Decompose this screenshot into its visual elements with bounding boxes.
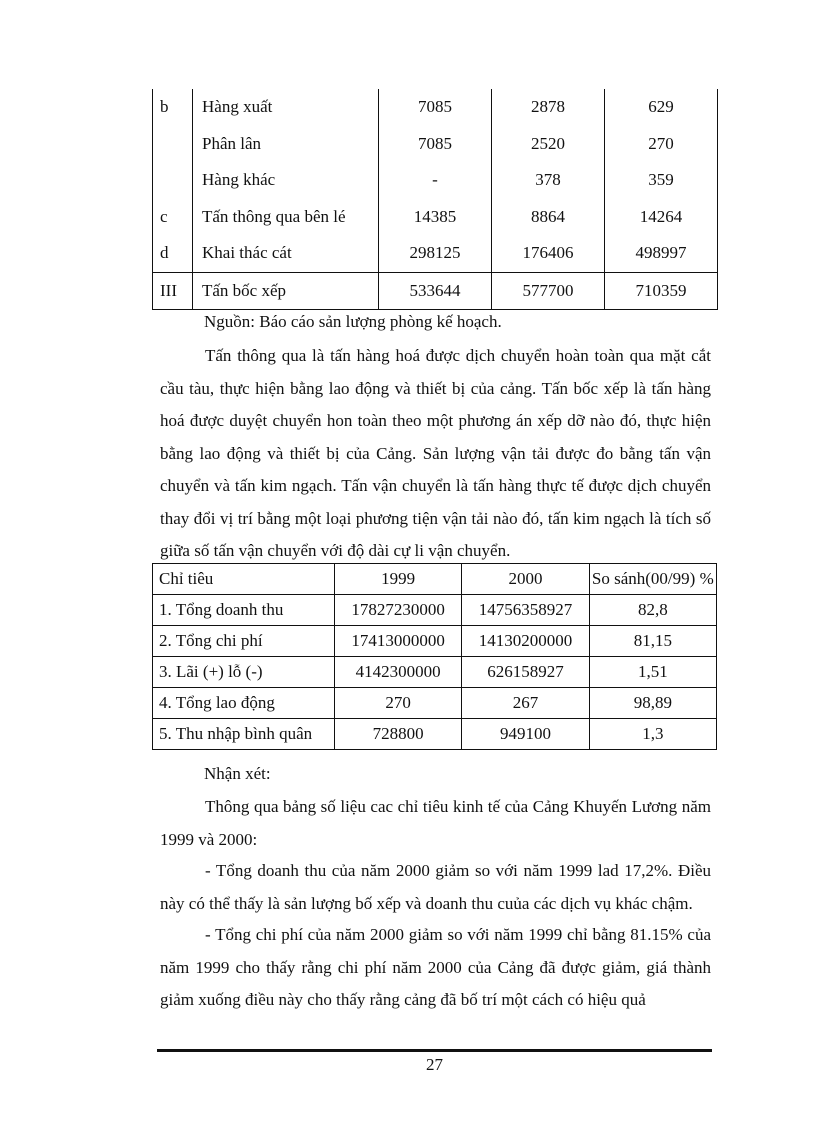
footer-rule [157, 1049, 712, 1052]
table-row [153, 126, 718, 163]
indicator-label: 1. Tổng doanh thu [153, 595, 335, 626]
indicator-label: 3. Lãi (+) lỗ (-) [153, 657, 335, 688]
table-row [153, 719, 717, 750]
table-row [153, 626, 717, 657]
value-1999: 4142300000 [335, 657, 462, 688]
value-cell: 7085 [379, 126, 492, 163]
value-cell: - [379, 162, 492, 199]
cargo-volume-table [152, 89, 718, 310]
table-row [153, 235, 718, 272]
paragraph-intro: Thông qua bảng số liệu cac chỉ tiêu kinh tế của Cảng Khuyến Lương năm 1999 và 2000: [160, 797, 711, 849]
value-cell: 270 [605, 126, 718, 163]
value-cell: 533644 [379, 272, 492, 310]
value-cell: 359 [605, 162, 718, 199]
value-cell: 2878 [492, 89, 605, 126]
value-cell: 14264 [605, 199, 718, 236]
paragraph-cost: - Tổng chi phí của năm 2000 giảm so với năm 1999 chỉ bằng 81.15% của năm 1999 cho thấy rằng chi phí năm 2000 của Cảng đã được giảm, giá thành giảm xuống điều này cho thấy rằng cảng đã bố trí một cách có hiệu quả [160, 925, 711, 1009]
value-1999: 17413000000 [335, 626, 462, 657]
row-id [153, 126, 193, 163]
comparison-ratio: 98,89 [589, 688, 716, 719]
column-header: Chỉ tiêu [153, 564, 335, 595]
table-row [153, 595, 717, 626]
value-cell: 2520 [492, 126, 605, 163]
value-cell: 14385 [379, 199, 492, 236]
table-row [153, 657, 717, 688]
indicator-label: 2. Tổng chi phí [153, 626, 335, 657]
row-name: Tấn bốc xếp [193, 272, 379, 310]
paragraph-throughput-definition: Tấn thông qua là tấn hàng hoá được dịch chuyển hoàn toàn qua mặt cắt cầu tàu, thực hiện bằng lao động và thiết bị của cảng. Tấn bốc xếp là tấn hàng hoá được duyệt chuyển hon toàn theo một phương án xếp dỡ nào đó, thực hiện bằng lao động và thiết bị của Cảng. Sản lượng vận tải được đo bằng tấn vận chuyển và tấn kim ngạch. Tấn vận chuyển là tấn hàng thực tế được dịch chuyển thay đổi vị trí bằng một loại phương tiện vận tải nào đó, tấn kim ngạch là tích số giữa số tấn vận chuyển với độ dài cự li vận chuyển. [160, 346, 711, 560]
table-row [153, 162, 718, 199]
table-row-total [153, 272, 718, 310]
row-name: Phân lân [193, 126, 379, 163]
page-number: 27 [426, 1055, 443, 1074]
remark-heading: Nhận xét: [204, 764, 271, 783]
value-2000: 626158927 [462, 657, 589, 688]
comparison-ratio: 1,51 [589, 657, 716, 688]
value-cell: 378 [492, 162, 605, 199]
value-cell: 176406 [492, 235, 605, 272]
table-row [153, 688, 717, 719]
value-cell: 7085 [379, 89, 492, 126]
table-row [153, 89, 718, 126]
value-cell: 577700 [492, 272, 605, 310]
indicator-label: 5. Thu nhập bình quân [153, 719, 335, 750]
row-id: b [153, 89, 193, 126]
economic-indicators-table [152, 563, 717, 750]
row-name: Hàng khác [193, 162, 379, 199]
row-id: c [153, 199, 193, 236]
table-header-row [153, 564, 717, 595]
table-row [153, 199, 718, 236]
value-1999: 17827230000 [335, 595, 462, 626]
comparison-ratio: 82,8 [589, 595, 716, 626]
indicator-label: 4. Tổng lao động [153, 688, 335, 719]
value-2000: 267 [462, 688, 589, 719]
row-id: III [153, 272, 193, 310]
row-name: Hàng xuất [193, 89, 379, 126]
value-2000: 14130200000 [462, 626, 589, 657]
value-1999: 270 [335, 688, 462, 719]
value-cell: 498997 [605, 235, 718, 272]
value-cell: 629 [605, 89, 718, 126]
comparison-ratio: 81,15 [589, 626, 716, 657]
value-1999: 728800 [335, 719, 462, 750]
row-id [153, 162, 193, 199]
row-id: d [153, 235, 193, 272]
value-2000: 949100 [462, 719, 589, 750]
column-header: So sánh(00/99) % [589, 564, 716, 595]
row-name: Tấn thông qua bên lé [193, 199, 379, 236]
comparison-ratio: 1,3 [589, 719, 716, 750]
column-header: 2000 [462, 564, 589, 595]
value-cell: 298125 [379, 235, 492, 272]
value-2000: 14756358927 [462, 595, 589, 626]
value-cell: 8864 [492, 199, 605, 236]
row-name: Khai thác cát [193, 235, 379, 272]
value-cell: 710359 [605, 272, 718, 310]
source-note: Nguồn: Báo cáo sản lượng phòng kế hoạch. [204, 312, 502, 331]
column-header: 1999 [335, 564, 462, 595]
paragraph-revenue: - Tổng doanh thu của năm 2000 giảm so với năm 1999 lad 17,2%. Điều này có thể thấy là sản lượng bố xếp và doanh thu cuủa các dịch vụ khác chậm. [160, 861, 711, 913]
